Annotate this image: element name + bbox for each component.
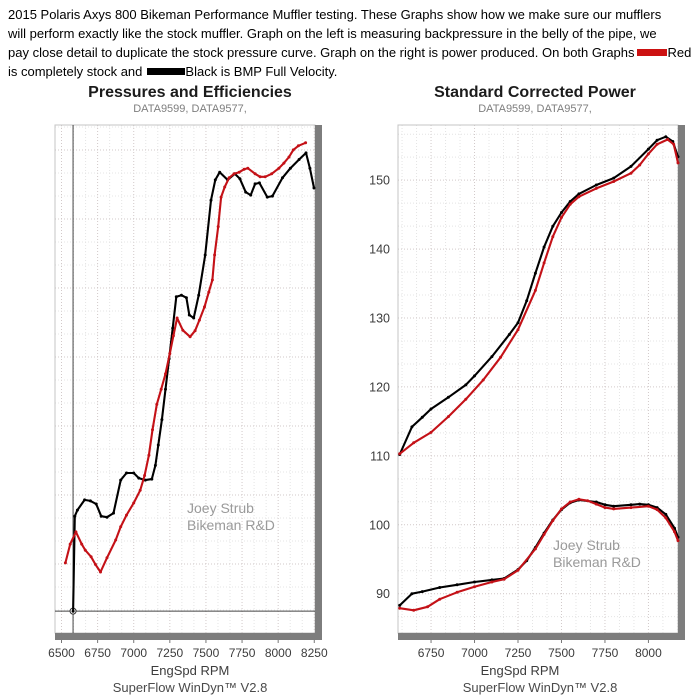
svg-text:7750: 7750	[591, 646, 619, 660]
header-line-1	[8, 5, 691, 24]
power-chart-title: Standard Corrected Power	[434, 84, 636, 101]
header-line-3-text: pay close detail to duplicate the stock pressure curve. Graph on the right is power produced. On both Graphs	[8, 45, 635, 60]
header-line-4	[8, 62, 691, 81]
svg-text:8000: 8000	[264, 646, 292, 660]
svg-text:6750: 6750	[84, 646, 111, 660]
power-plot	[350, 120, 700, 680]
svg-text:7000: 7000	[461, 646, 488, 660]
header-line-2-text: will perform exactly like the stock muffler. Graph on the left is measuring backpressure in the belly of the pipe, we	[8, 26, 657, 41]
svg-text:7750: 7750	[228, 646, 256, 660]
svg-text:140: 140	[369, 242, 390, 257]
power-footer: SuperFlow WinDyn™ V2.8	[462, 680, 618, 695]
power-xaxis-label: EngSpd RPM	[480, 663, 560, 678]
svg-text:6750: 6750	[417, 646, 445, 660]
pressures-xaxis-label: EngSpd RPM	[150, 663, 230, 678]
header-line-3-tail: Red	[667, 45, 692, 60]
power-chart-subtitle: DATA9599, DATA9577,	[478, 103, 592, 115]
svg-text:7500: 7500	[548, 646, 575, 660]
header-text	[8, 5, 691, 81]
black-line-legend-swatch	[147, 68, 185, 75]
red-line-legend-swatch	[637, 49, 667, 56]
svg-text:7500: 7500	[192, 646, 220, 660]
pressures-chart-title: Pressures and Efficiencies	[88, 84, 292, 101]
svg-text:90: 90	[376, 587, 390, 602]
svg-text:110: 110	[370, 449, 390, 464]
pressures-watermark	[187, 500, 275, 534]
header-line-3	[8, 43, 691, 62]
svg-text:150: 150	[369, 173, 390, 188]
header-line-2	[8, 24, 691, 43]
svg-text:7250: 7250	[156, 646, 184, 660]
pressures-footer: SuperFlow WinDyn™ V2.8	[112, 680, 268, 695]
svg-text:100: 100	[369, 518, 390, 533]
pressures-plot	[40, 120, 350, 680]
pressures-chart-subtitle: DATA9599, DATA9577,	[133, 103, 247, 115]
svg-text:7000: 7000	[120, 646, 148, 660]
svg-text:6500: 6500	[48, 646, 75, 660]
svg-text:8000: 8000	[635, 646, 662, 660]
watermark-line-1: Joey Strub	[553, 537, 620, 553]
svg-text:130: 130	[369, 311, 390, 326]
svg-text:7250: 7250	[504, 646, 532, 660]
header-line-1-text: 2015 Polaris Axys 800 Bikeman Performance Muffler testing. These Graphs show how we make sure our mufflers	[8, 7, 662, 22]
watermark-line-2: Bikeman R&D	[553, 554, 641, 570]
watermark-line-1: Joey Strub	[187, 500, 254, 516]
svg-text:120: 120	[369, 380, 390, 395]
header-line-4-tail: Black is BMP Full Velocity.	[185, 64, 338, 79]
header-line-4-text: is completely stock and	[8, 64, 143, 79]
watermark-line-2: Bikeman R&D	[187, 517, 275, 533]
power-watermark	[553, 537, 641, 571]
svg-text:8250: 8250	[300, 646, 328, 660]
